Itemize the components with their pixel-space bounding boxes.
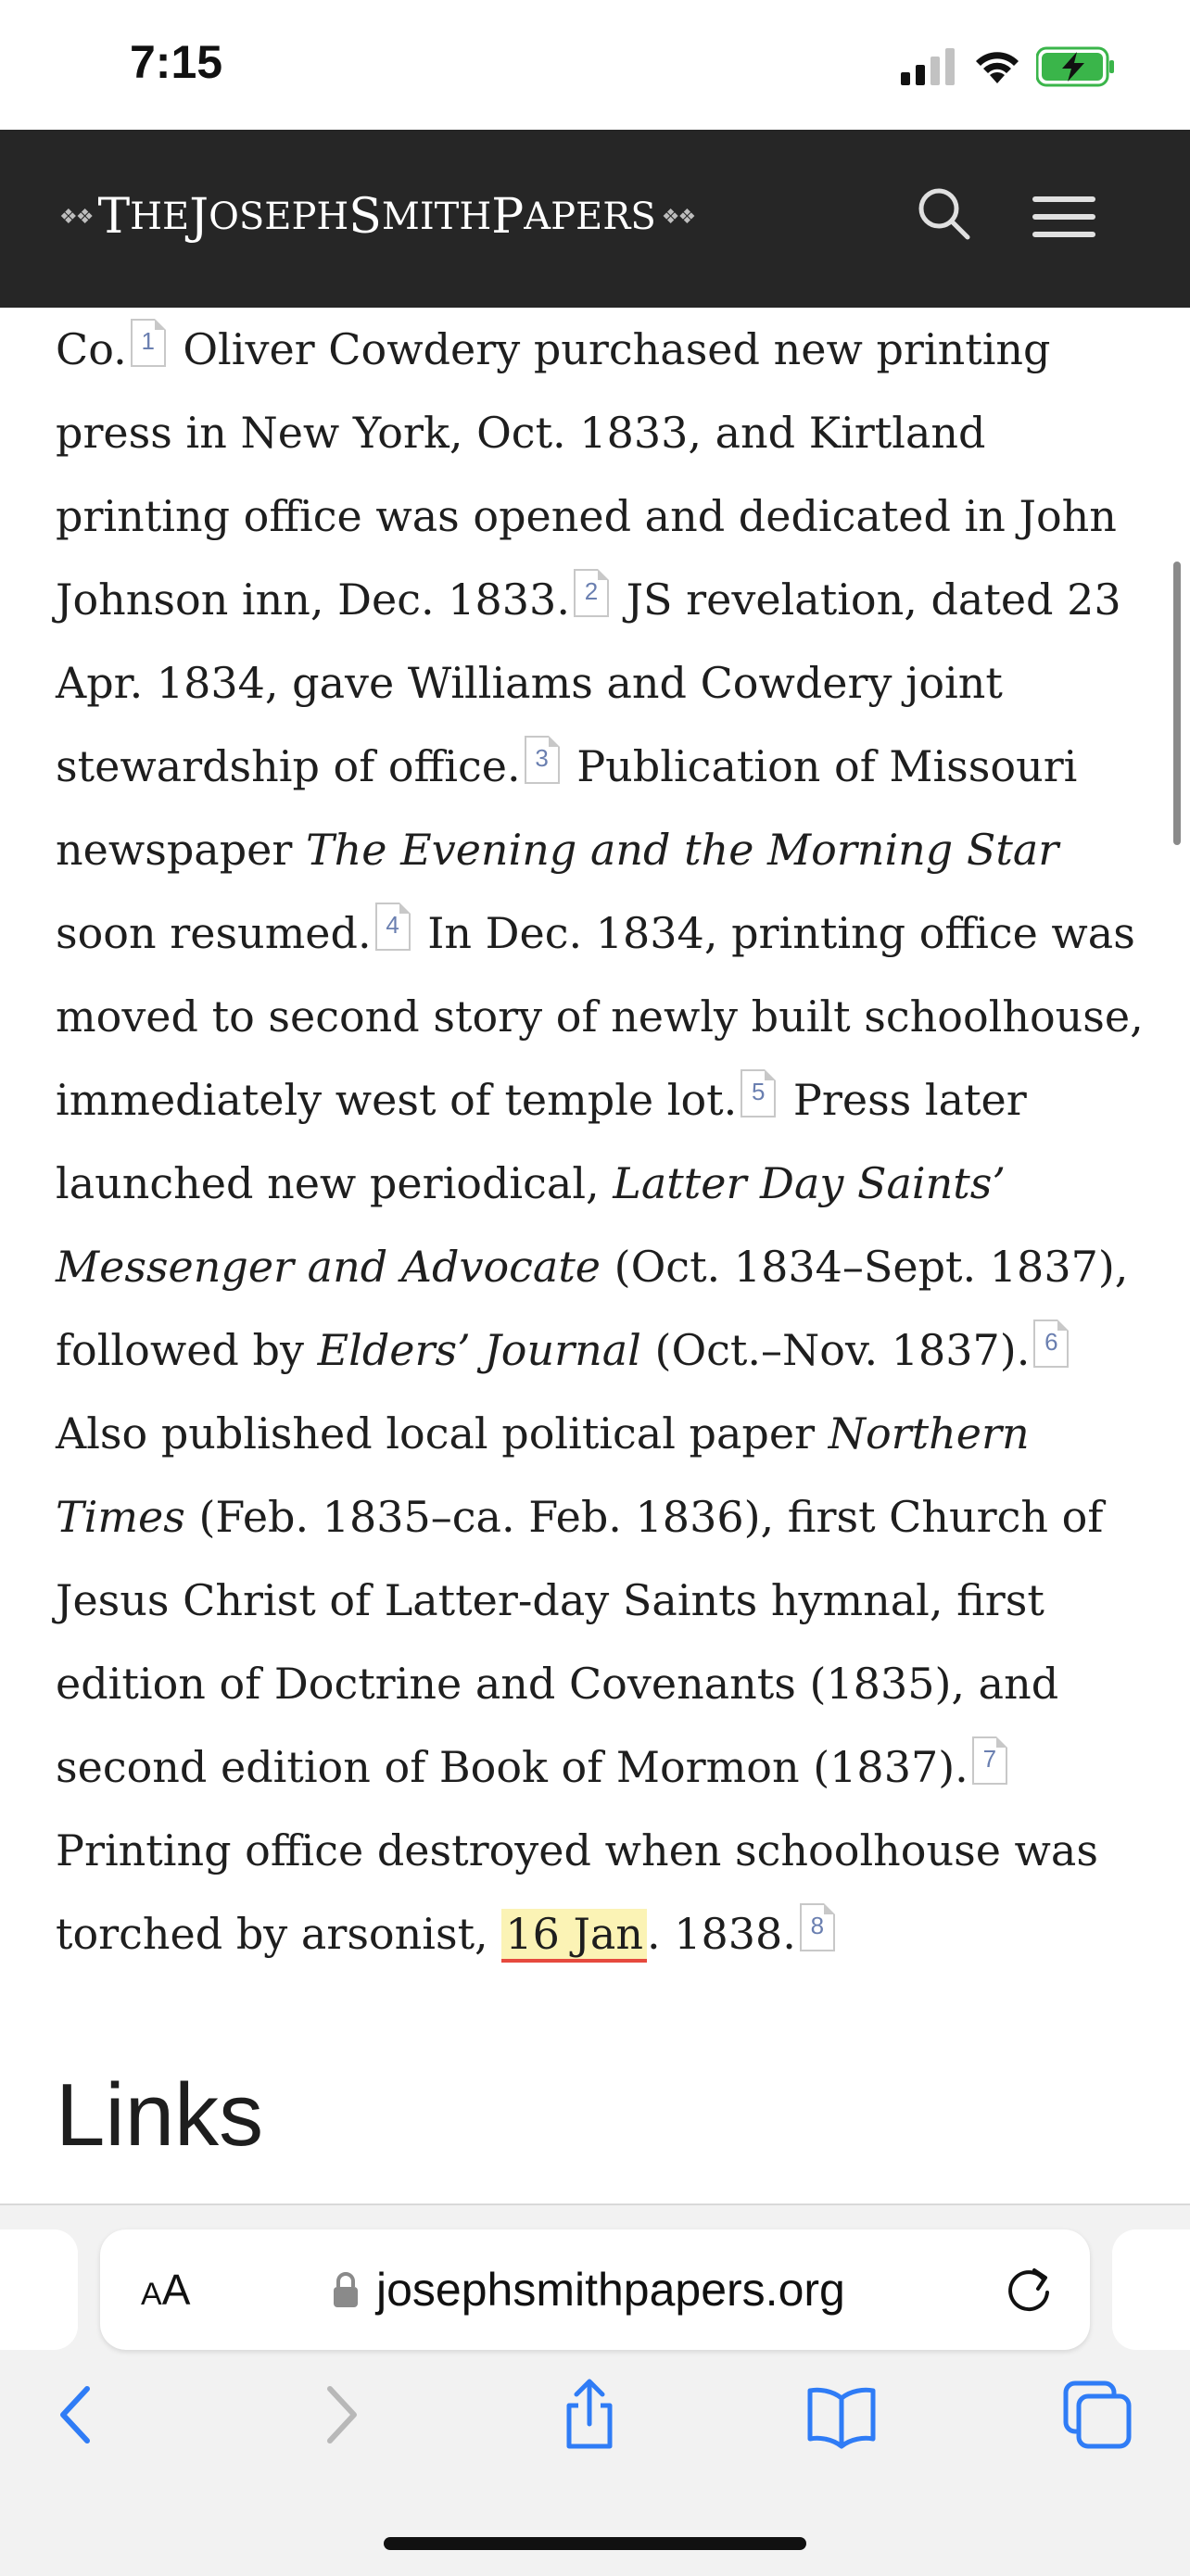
ornament-right-icon: ❖❖ — [661, 205, 695, 229]
ornament-left-icon: ❖❖ — [59, 205, 93, 229]
article-paragraph: Co. 1 Oliver Cowdery purchased new printing press in New York, Oct. 1833, and Kirtland printing office was opened and dedicated in John Johnson inn, Dec. 1833. 2 JS revelation, dated 23 Apr. 1834, gave Williams and Cowdery joint stewardship of office. 3 Publication of Missouri newspaper The Evening and the Morning Star soon resumed. 4 In Dec. 1834, printing office was moved to second story of newly built schoolhouse, immediately west of temple lot. 5 Press later launched new periodical, Latter Day Saints’ Messenger and Advocate (Oct. 1834–Sept. 1837), followed by Elders’ Journal (Oct.–Nov. 1837). 6 Also published local political paper Northern Times (Feb. 1835–ca. Feb. 1836), first Church of Jesus Christ of Latter-day Saints hymnal, first edition of Doctrine and Covenants (1835), and second edition of Book of Mormon (1837). 7 Printing office destroyed when schoolhouse was torched by arsonist, 16 Jan. 1838. 8 — [56, 308, 1149, 1976]
scroll-indicator — [1173, 562, 1181, 845]
lock-icon — [332, 2271, 360, 2308]
footnote-8[interactable]: 8 — [800, 1903, 835, 1951]
footnote-5[interactable]: 5 — [741, 1069, 776, 1118]
wifi-icon — [973, 48, 1021, 85]
share-icon[interactable] — [552, 2378, 627, 2452]
battery-charging-icon — [1036, 46, 1116, 87]
site-header — [0, 130, 1190, 308]
url-text: josephsmithpapers.org — [376, 2264, 845, 2316]
highlighted-date[interactable]: 16 Jan — [501, 1909, 647, 1963]
links-heading: Links — [56, 2065, 264, 2165]
tabs-icon[interactable] — [1060, 2378, 1134, 2452]
bookmarks-icon[interactable] — [804, 2378, 879, 2452]
footnote-2[interactable]: 2 — [574, 569, 609, 617]
home-indicator — [384, 2537, 806, 2550]
footnote-7[interactable]: 7 — [972, 1736, 1007, 1785]
status-time: 7:15 — [130, 36, 223, 88]
browser-toolbar — [0, 2203, 1190, 2576]
cellular-signal-icon — [901, 48, 956, 85]
article-body — [56, 308, 1149, 1976]
forward-button[interactable] — [302, 2378, 376, 2452]
site-title[interactable]: ❖❖ T HE J OSEPH S MITH P APERS ❖❖ — [59, 189, 695, 245]
footnote-3[interactable]: 3 — [525, 736, 560, 784]
url-display[interactable] — [332, 2263, 845, 2317]
footnote-1[interactable]: 1 — [131, 319, 166, 367]
address-bar[interactable] — [100, 2229, 1090, 2350]
footnote-4[interactable]: 4 — [375, 903, 411, 951]
hamburger-menu-icon[interactable] — [1032, 193, 1095, 241]
reload-icon[interactable] — [1001, 2263, 1057, 2318]
search-icon[interactable] — [916, 185, 971, 241]
previous-tab-preview[interactable] — [0, 2229, 78, 2350]
next-tab-preview[interactable] — [1112, 2229, 1190, 2350]
back-button[interactable] — [41, 2378, 115, 2452]
footnote-6[interactable]: 6 — [1033, 1320, 1069, 1368]
reader-settings-button[interactable]: AA — [141, 2266, 191, 2314]
status-bar — [0, 0, 1190, 130]
